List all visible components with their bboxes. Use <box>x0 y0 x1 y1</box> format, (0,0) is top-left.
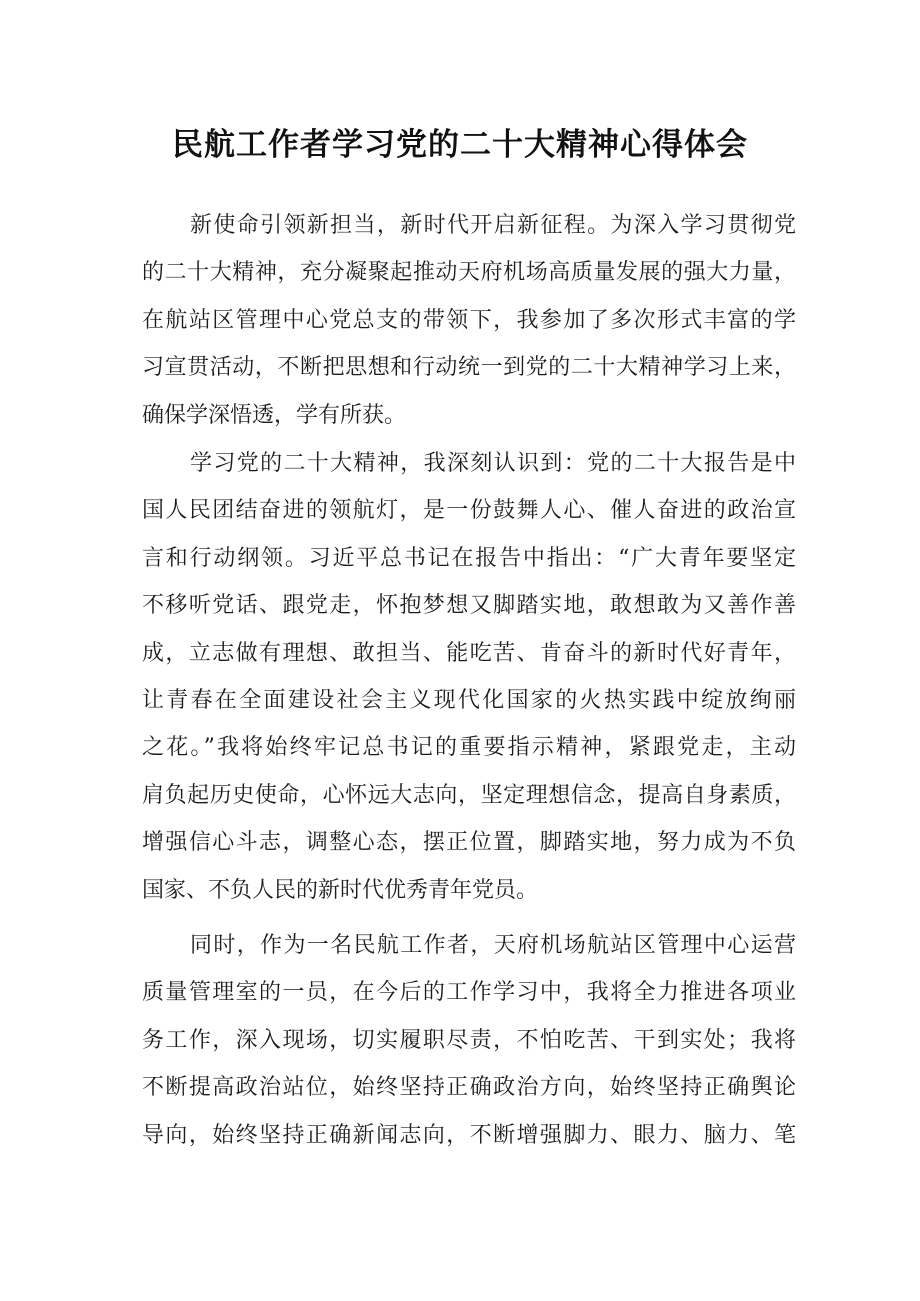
paragraph-2 <box>142 440 796 914</box>
paragraph-line: 的二十大精神，充分凝聚起推动天府机场高质量发展的强大力量， <box>142 260 796 286</box>
paragraph-line: 习宣贯活动，不断把思想和行动统一到党的二十大精神学习上来， <box>142 355 796 381</box>
paragraph-line: 确保学深悟透，学有所获。 <box>142 402 407 428</box>
paragraph-line: 让青春在全面建设社会主义现代化国家的火热实践中绽放绚丽 <box>142 687 796 713</box>
paragraph-line: 导向，始终坚持正确新闻志向，不断增强脚力、眼力、脑力、笔 <box>142 1122 796 1148</box>
paragraph-line: 不断提高政治站位，始终坚持正确政治方向，始终坚持正确舆论 <box>142 1075 796 1101</box>
paragraph-line: 成，立志做有理想、敢担当、能吃苦、肯奋斗的新时代好青年， <box>142 640 796 666</box>
paragraph-line: 务工作，深入现场，切实履职尽责，不怕吃苦、干到实处；我将 <box>142 1027 796 1053</box>
document-title: 民航工作者学习党的二十大精神心得体会 <box>172 127 748 163</box>
paragraph-line: 增强信心斗志，调整心态，摆正位置，脚踏实地，努力成为不负 <box>142 830 796 856</box>
paragraph-3 <box>142 922 796 1159</box>
paragraph-line: 不移听党话、跟党走，怀抱梦想又脚踏实地，敢想敢为又善作善 <box>142 593 796 619</box>
paragraph-line: 学习党的二十大精神，我深刻认识到：党的二十大报告是中 <box>190 451 796 476</box>
paragraph-line: 同时，作为一名民航工作者，天府机场航站区管理中心运营 <box>190 933 796 958</box>
paragraph-line: 肩负起历史使命，心怀远大志向，坚定理想信念，提高自身素质， <box>142 782 796 808</box>
paragraph-line: 国家、不负人民的新时代优秀青年党员。 <box>142 877 539 903</box>
paragraph-line: 国人民团结奋进的领航灯，是一份鼓舞人心、催人奋进的政治宣 <box>142 498 796 524</box>
paragraph-line: 言和行动纲领。习近平总书记在报告中指出：“广大青年要坚定 <box>142 545 796 571</box>
paragraph-line: 新使命引领新担当，新时代开启新征程。为深入学习贯彻党 <box>190 213 796 238</box>
paragraph-line: 在航站区管理中心党总支的带领下，我参加了多次形式丰富的学 <box>142 307 796 333</box>
paragraph-line: 质量管理室的一员，在今后的工作学习中，我将全力推进各项业 <box>142 980 796 1006</box>
paragraph-1 <box>142 202 796 439</box>
paragraph-line: 之花。”我将始终牢记总书记的重要指示精神，紧跟党走，主动 <box>142 735 796 761</box>
